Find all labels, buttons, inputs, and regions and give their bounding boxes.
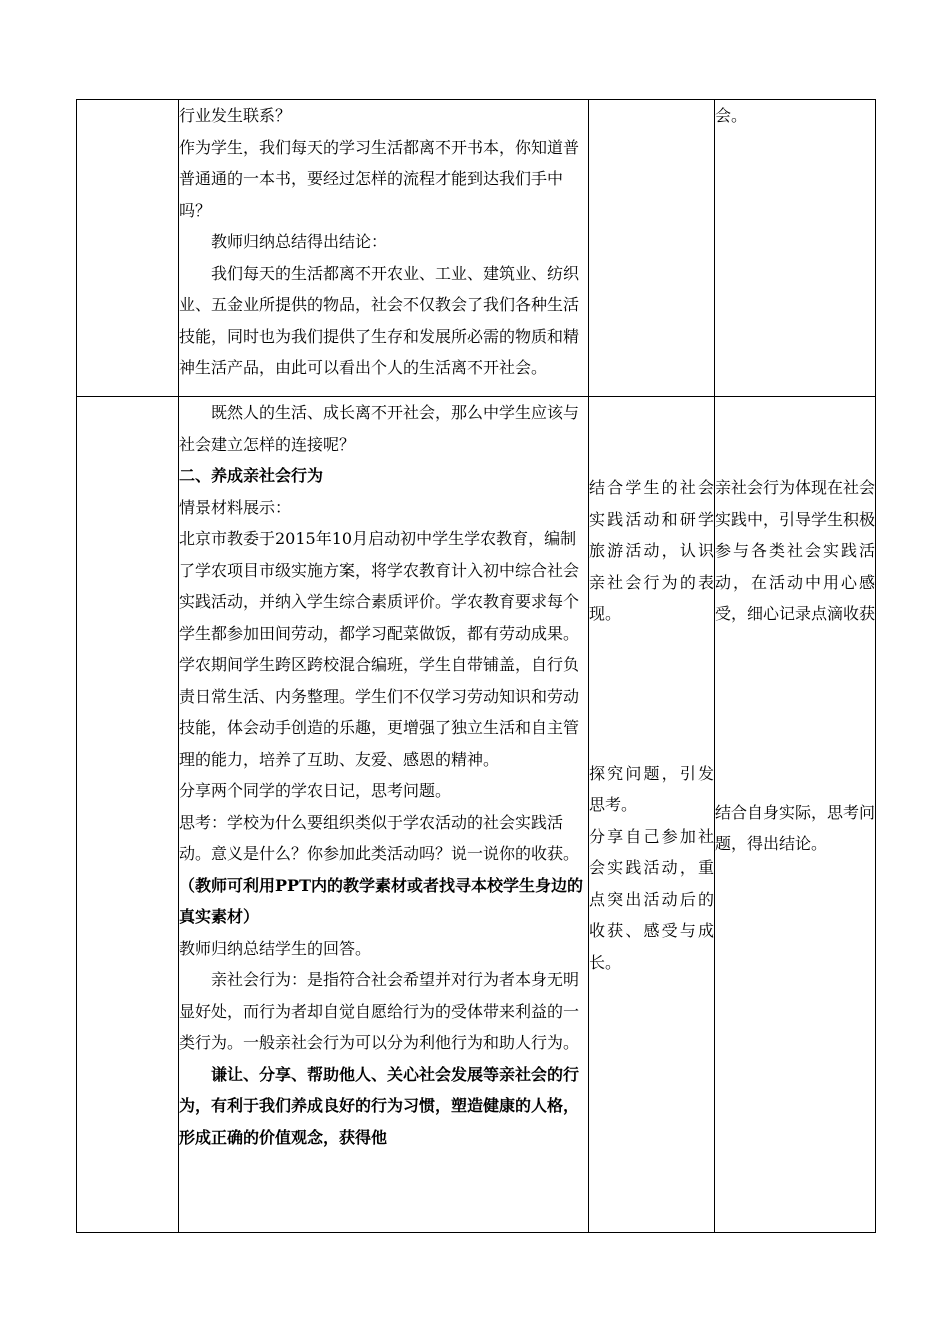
table-row — [77, 100, 876, 397]
paragraph: 探究问题，引发思考。 — [589, 763, 714, 814]
paragraph: 行业发生联系？ — [179, 106, 292, 125]
table-cell-section — [77, 100, 179, 397]
table-cell-teaching-process — [179, 100, 589, 397]
paragraph: 思考：学校为什么要组织类似于学农活动的社会实践活动。意义是什么？你参加此类活动吗？说一说你的收获。 — [179, 812, 580, 863]
paragraph: 分享自己参加社会实践活动，重点突出活动后的收获、感受与成长。 — [589, 826, 714, 972]
paragraph: 教师归纳总结得出结论： — [211, 232, 388, 251]
paragraph: 北京市教委于2015年10月启动初中学生学农教育，编制了学农项目市级实施方案，将学农教育计入初中综合社会实践活动，并纳入学生综合素质评价。学农教育要求每个学生都参加田间劳动，都学习配菜做饭，都有劳动成果。学农期间学生跨区跨校混合编班，学生自带铺盖，自行负责日常生活、内务整理。学生们不仅学习劳动知识和劳动技能，体会动手创造的乐趣，更增强了独立生活和自主管理的能力，培养了互助、友爱、感恩的精神。 — [179, 529, 580, 769]
paragraph: 会。 — [715, 106, 748, 125]
table-cell-design-intent — [715, 397, 876, 1233]
paragraph: 结合学生的社会实践活动和研学旅游活动，认识亲社会行为的表现。 — [589, 478, 714, 623]
paragraph: 亲社会行为：是指符合社会希望并对行为者本身无明显好处，而行为者却自觉自愿给行为的受体带来利益的一类行为。一般亲社会行为可以分为利他行为和助人行为。 — [179, 970, 580, 1052]
paragraph: 情景材料展示： — [179, 497, 292, 517]
paragraph: 我们每天的生活都离不开农业、工业、建筑业、纺织业、五金业所提供的物品，社会不仅教会了我们各种生活技能，同时也为我们提供了生存和发展所必需的物质和精神生活产品，由此可以看出个人的生活离不开社会。 — [179, 263, 580, 377]
table-row — [77, 397, 876, 1233]
table-cell-design-intent — [715, 100, 876, 397]
paragraph: 亲社会行为体现在社会实践中，引导学生积极参与各类社会实践活动，在活动中用心感受，细心记录点滴收获 — [715, 478, 876, 623]
lesson-plan-table — [76, 99, 876, 1233]
paragraph: 教师归纳总结学生的回答。 — [179, 938, 372, 958]
table-cell-student-activity — [589, 100, 715, 397]
table-cell-section — [77, 397, 179, 1233]
table-cell-student-activity — [589, 397, 715, 1233]
teacher-note: （教师可利用PPT内的教学素材或者找寻本校学生身边的真实素材） — [179, 875, 583, 926]
table-cell-teaching-process — [179, 397, 589, 1233]
paragraph: 结合自身实际，思考问题，得出结论。 — [715, 802, 876, 853]
paragraph: 作为学生，我们每天的学习生活都离不开书本，你知道普普通通的一本书，要经过怎样的流程才能到达我们手中吗？ — [179, 137, 580, 220]
paragraph: 既然人的生活、成长离不开社会，那么中学生应该与社会建立怎样的连接呢？ — [179, 403, 580, 454]
bold-conclusion: 谦让、分享、帮助他人、关心社会发展等亲社会的行为，有利于我们养成良好的行为习惯，塑造健康的人格，形成正确的价值观念，获得他 — [179, 1064, 580, 1147]
section-heading: 二、养成亲社会行为 — [179, 466, 324, 485]
paragraph: 分享两个同学的学农日记，思考问题。 — [179, 781, 452, 800]
